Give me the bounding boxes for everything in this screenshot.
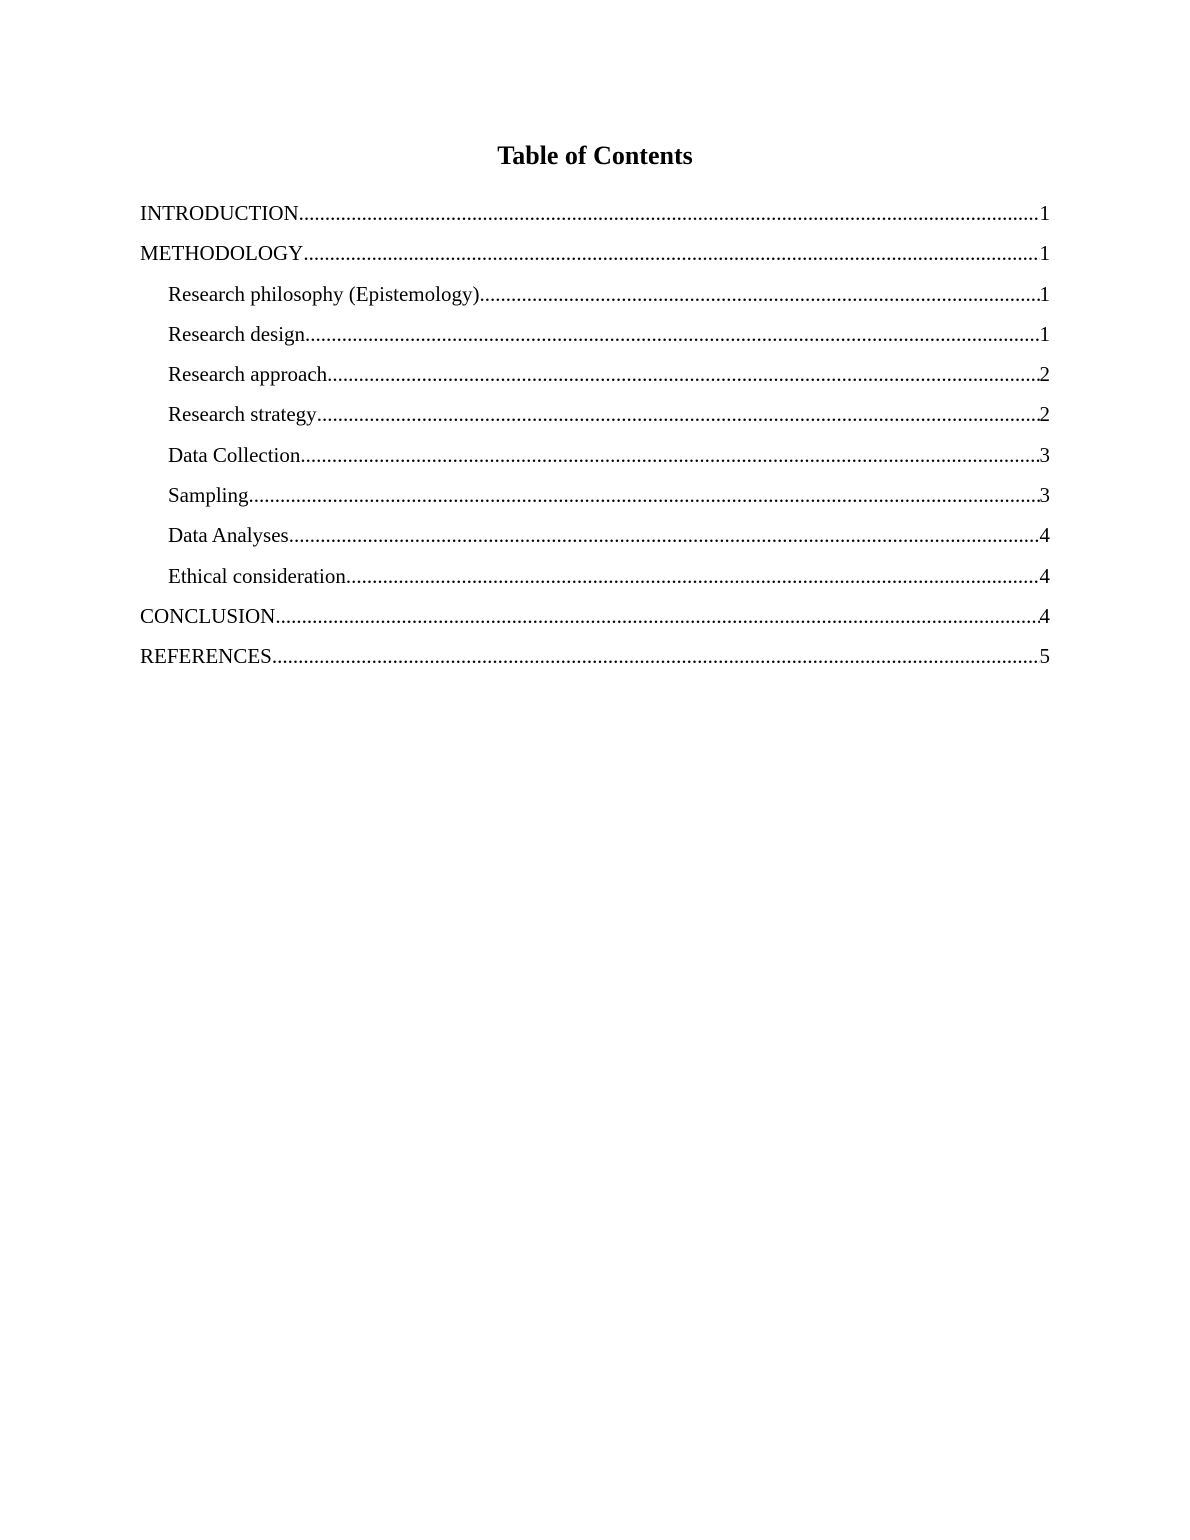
toc-entry-data-collection[interactable] (140, 439, 1050, 479)
toc-entry-label: Data Analyses (168, 523, 289, 548)
toc-entry-label: CONCLUSION (140, 603, 276, 628)
toc-dot-leader (249, 479, 1040, 511)
toc-entry-research-design[interactable] (140, 318, 1050, 358)
toc-dot-leader (303, 237, 1039, 269)
toc-entry-label: INTRODUCTION (140, 201, 299, 225)
toc-entry-research-philosophy[interactable] (140, 278, 1050, 318)
toc-entry-references[interactable] (140, 640, 1050, 680)
toc-entry-label: Research approach (168, 362, 328, 387)
toc-entry-label: METHODOLOGY (140, 241, 304, 266)
toc-entry-label: Data Collection (168, 442, 301, 467)
toc-entry-label: Sampling (168, 483, 249, 508)
toc-entry-page-number: 1 (1039, 201, 1050, 225)
toc-entry-page-number: 2 (1039, 362, 1050, 387)
toc-title: Table of Contents (497, 141, 693, 170)
toc-dot-leader (479, 278, 1039, 310)
toc-dot-leader (327, 358, 1039, 390)
toc-entry-label: Research strategy (168, 402, 317, 427)
toc-list (140, 197, 1050, 681)
toc-dot-leader (300, 439, 1039, 471)
toc-entry-ethical-consideration[interactable] (140, 560, 1050, 600)
toc-dot-leader (317, 398, 1040, 430)
toc-entry-sampling[interactable] (140, 479, 1050, 519)
toc-entry-page-number: 3 (1039, 483, 1050, 508)
toc-entry-page-number: 4 (1039, 523, 1050, 548)
toc-entry-label: Ethical consideration (168, 563, 346, 588)
toc-dot-leader (272, 640, 1040, 672)
toc-entry-introduction[interactable] (140, 197, 1050, 237)
toc-dot-leader (299, 197, 1040, 229)
toc-entry-page-number: 3 (1039, 442, 1050, 467)
toc-entry-page-number: 5 (1039, 644, 1050, 669)
toc-entry-data-analyses[interactable] (140, 519, 1050, 559)
toc-entry-page-number: 2 (1039, 402, 1050, 427)
toc-entry-label: Research design (168, 321, 306, 346)
toc-entry-research-approach[interactable] (140, 358, 1050, 398)
toc-entry-page-number: 1 (1039, 321, 1050, 346)
toc-entry-page-number: 1 (1039, 241, 1050, 266)
toc-entry-page-number: 1 (1039, 281, 1050, 306)
toc-dot-leader (346, 560, 1040, 592)
toc-entry-methodology[interactable] (140, 237, 1050, 277)
toc-entry-label: REFERENCES (140, 644, 272, 669)
toc-entry-conclusion[interactable] (140, 600, 1050, 640)
toc-entry-page-number: 4 (1039, 563, 1050, 588)
toc-entry-page-number: 4 (1039, 603, 1050, 628)
toc-entry-label: Research philosophy (Epistemology) (168, 281, 480, 306)
toc-entry-research-strategy[interactable] (140, 398, 1050, 438)
toc-dot-leader (289, 519, 1040, 551)
toc-dot-leader (305, 318, 1039, 350)
toc-dot-leader (275, 600, 1039, 632)
